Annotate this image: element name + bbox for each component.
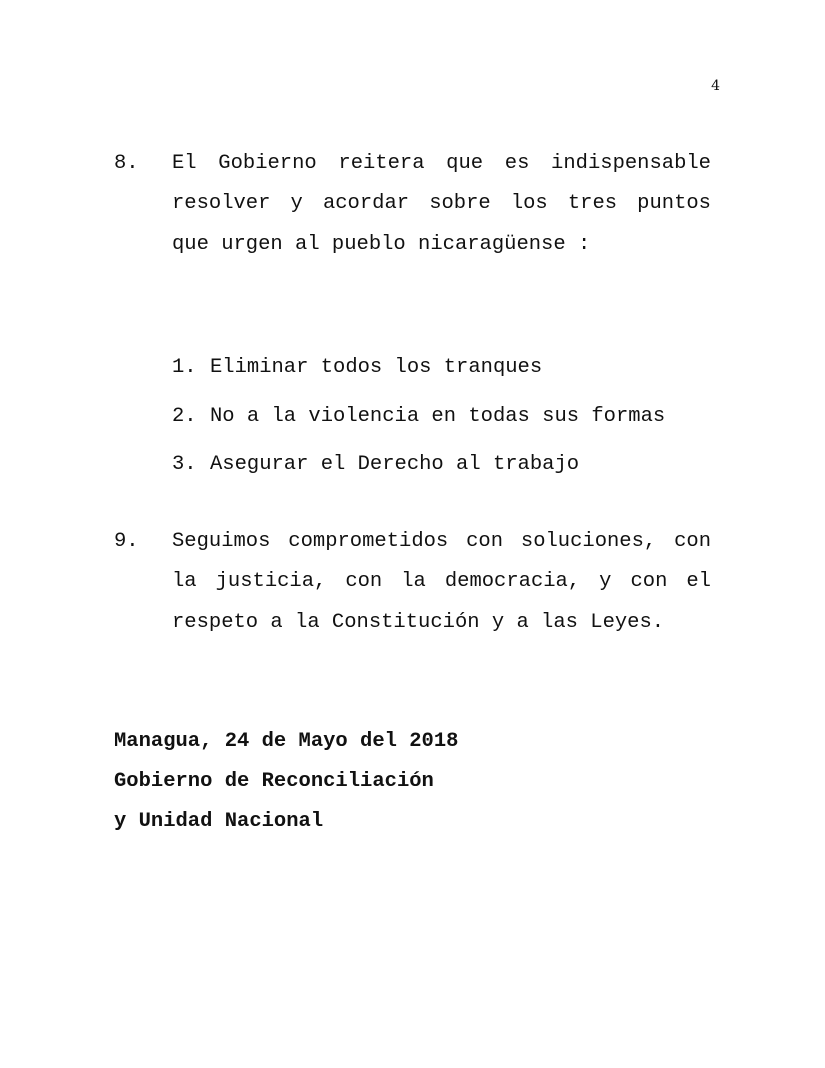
paragraph-text: El Gobierno reitera que es indispensable resolver y acordar sobre los tres puntos que urgen al pueblo nicaragüense : [172, 152, 711, 256]
list-item [172, 344, 732, 393]
list-item-number: 1. [172, 356, 197, 379]
list-item-number: 3. [172, 453, 197, 476]
numbered-paragraph-8 [114, 144, 711, 265]
three-points-list [172, 344, 732, 490]
list-item [172, 441, 732, 490]
signature-place-date: Managua, 24 de Mayo del 2018 [114, 730, 459, 753]
paragraph-number: 8. [114, 152, 139, 175]
list-item-text: Asegurar el Derecho al trabajo [210, 453, 580, 476]
paragraph-number: 9. [114, 530, 139, 553]
list-item-text: Eliminar todos los tranques [210, 356, 543, 379]
page-number: 4 [711, 78, 720, 94]
list-item [172, 393, 732, 442]
signature-block [114, 722, 458, 842]
list-item-text: No a la violencia en todas sus formas [210, 404, 666, 428]
numbered-paragraph-9 [114, 522, 711, 643]
signature-government-name-cont: y Unidad Nacional [114, 810, 324, 833]
paragraph-text: Seguimos comprometidos con soluciones, con la justicia, con la democracia, y con el respeto a la Constitución y a las Leyes. [172, 530, 711, 634]
signature-government-name: Gobierno de Reconciliación [114, 770, 434, 793]
list-item-number: 2. [172, 404, 197, 428]
